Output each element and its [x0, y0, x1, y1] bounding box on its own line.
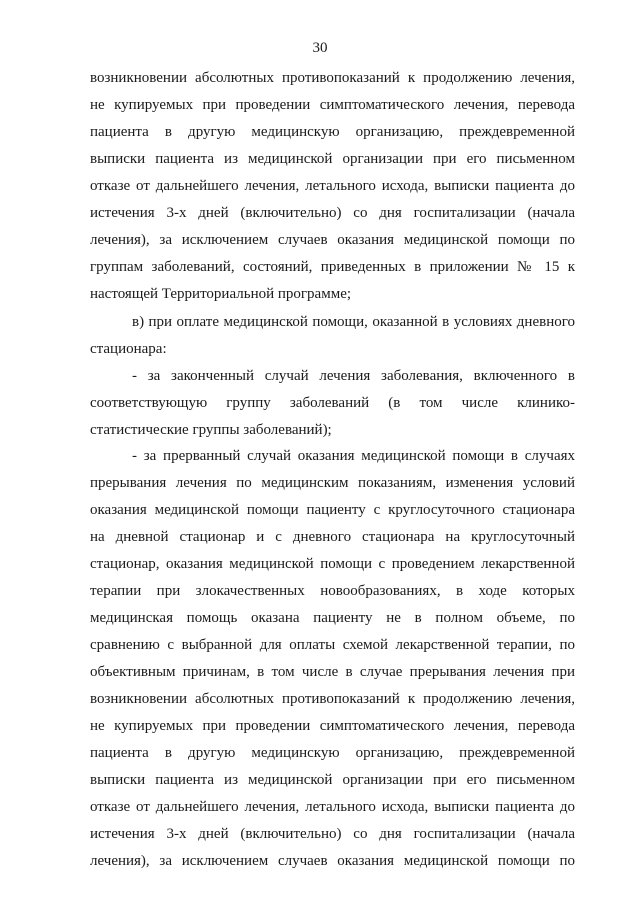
text-line: отказе от дальнейшего лечения, летального исхода, выписки пациента до [90, 799, 575, 815]
text-line: лечения), за исключением случаев оказания медицинской помощи по [90, 232, 575, 248]
text-line: терапии при злокачественных новообразованиях, в ходе которых [90, 583, 575, 599]
text-line: прерывания лечения по медицинским показаниям, изменения условий [90, 475, 575, 491]
text-line: стационар, оказания медицинской помощи с проведением лекарственной [90, 556, 575, 572]
text-line: медицинская помощь оказана пациенту не в полном объеме, по [90, 610, 575, 626]
text-line: соответствующую группу заболеваний (в том числе клинико- [90, 395, 575, 411]
text-line: возникновении абсолютных противопоказаний к продолжению лечения, [90, 70, 575, 86]
text-line: стационара: [90, 341, 167, 357]
text-line: на дневной стационар и с дневного стационара на круглосуточный [90, 529, 575, 545]
text-line: группам заболеваний, состояний, приведенных в приложении № 15 к [90, 259, 575, 275]
text-line: сравнению с выбранной для оплаты схемой лекарственной терапии, по [90, 637, 575, 653]
page-number: 30 [312, 40, 328, 56]
text-line: - за прерванный случай оказания медицинской помощи в случаях [132, 448, 575, 464]
text-line: объективным причинам, в том числе в случае прерывания лечения при [90, 664, 575, 680]
text-line: истечения 3-х дней (включительно) со дня госпитализации (начала [90, 205, 575, 221]
text-line: не купируемых при проведении симптоматического лечения, перевода [90, 718, 575, 734]
text-line: истечения 3-х дней (включительно) со дня госпитализации (начала [90, 826, 575, 842]
text-line: выписки пациента из медицинской организации при его письменном [90, 151, 575, 167]
text-line: статистические группы заболеваний); [90, 422, 332, 438]
text-line: возникновении абсолютных противопоказаний к продолжению лечения, [90, 691, 575, 707]
text-line: пациента в другую медицинскую организацию, преждевременной [90, 124, 575, 140]
text-line: в) при оплате медицинской помощи, оказанной в условиях дневного [132, 314, 575, 330]
text-line: - за законченный случай лечения заболевания, включенного в [132, 368, 575, 384]
text-line: пациента в другую медицинскую организацию, преждевременной [90, 745, 575, 761]
text-line: отказе от дальнейшего лечения, летального исхода, выписки пациента до [90, 178, 575, 194]
text-line: лечения), за исключением случаев оказания медицинской помощи по [90, 853, 575, 869]
text-line: оказания медицинской помощи пациенту с круглосуточного стационара [90, 502, 575, 518]
text-line: настоящей Территориальной программе; [90, 286, 352, 302]
text-line: не купируемых при проведении симптоматического лечения, перевода [90, 97, 575, 113]
text-line: выписки пациента из медицинской организации при его письменном [90, 772, 575, 788]
